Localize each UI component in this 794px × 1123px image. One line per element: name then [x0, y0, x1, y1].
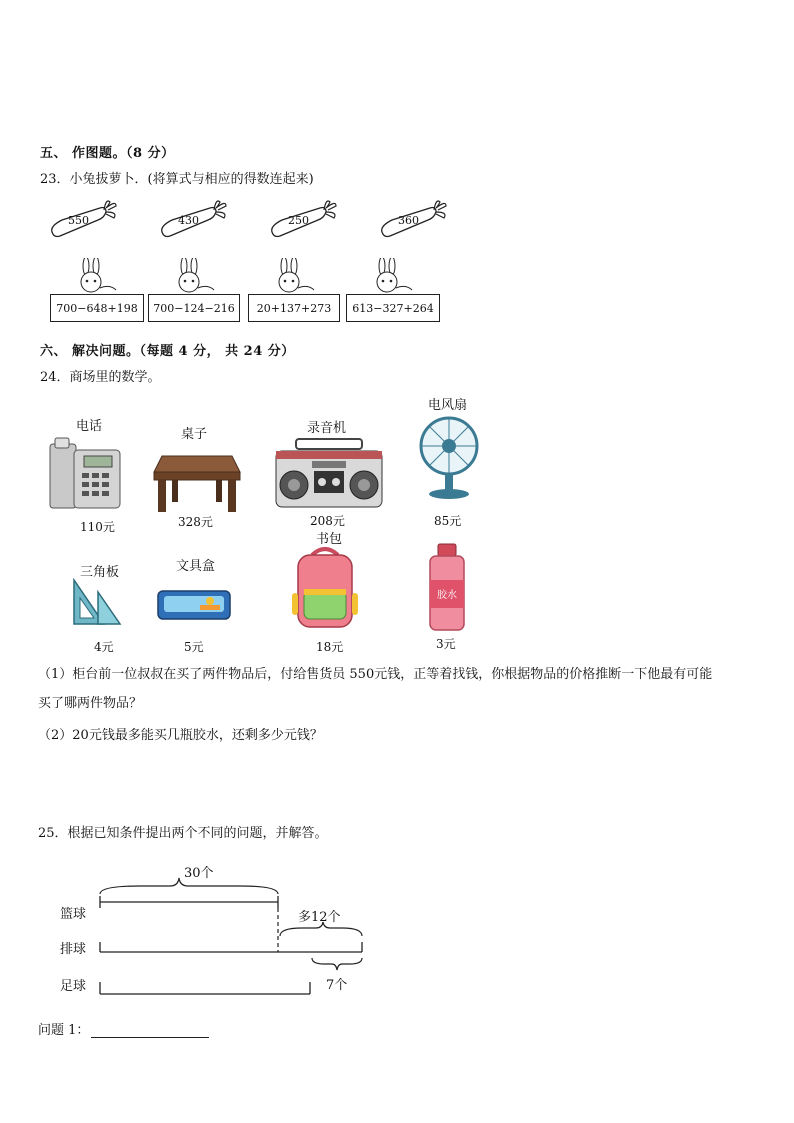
electric-fan-icon	[418, 414, 480, 500]
price-glue: 3元	[436, 637, 456, 651]
section-6-heading: 六、 解决问题。（每题 4 分， 共 24 分）	[40, 344, 295, 359]
question-24-text: 24．商场里的数学。	[40, 370, 161, 385]
carrot-value: 550	[68, 214, 89, 227]
rabbit-icon	[366, 258, 416, 296]
answer-blank[interactable]	[91, 1025, 209, 1038]
telephone-icon	[46, 432, 124, 512]
question-23-text: 23．小兔拔萝卜．(将算式与相应的得数连起来)	[40, 172, 314, 187]
radio-cassette-icon	[274, 437, 384, 509]
carrot-value: 360	[398, 214, 419, 227]
rabbit-icon	[70, 258, 120, 296]
price-pencil-case: 5元	[184, 640, 204, 654]
rabbit-icon	[268, 258, 318, 296]
question-24-sub1-line2: 买了哪两件物品？	[38, 696, 143, 711]
price-set-square: 4元	[94, 640, 114, 654]
expression-box[interactable]: 700−648+198	[50, 294, 144, 322]
carrot-3	[268, 196, 340, 240]
section-5-heading: 五、 作图题。（8 分）	[40, 146, 175, 161]
glue-bottle-label: 胶水	[437, 590, 457, 601]
table-icon	[152, 452, 242, 514]
question-1-label: 问题 1：	[38, 1023, 90, 1038]
backpack-icon	[290, 543, 360, 629]
label-7: 7个	[326, 978, 348, 993]
question-24-sub1-line1: （1）柜台前一位叔叔在买了两件物品后，付给售货员 550元钱，正等着找钱，你根据物品的价格推断一下他最有可能	[38, 667, 713, 682]
expression-box[interactable]: 700−124−216	[148, 294, 240, 322]
price-backpack: 18元	[316, 640, 344, 654]
price-radio: 208元	[310, 514, 345, 528]
item-name-radio: 录音机	[307, 421, 347, 436]
label-30: 30个	[184, 866, 214, 881]
item-name-table: 桌子	[181, 427, 208, 442]
row-label-volleyball: 排球	[60, 942, 87, 957]
item-name-telephone: 电话	[76, 419, 103, 434]
label-more-12: 多12个	[298, 910, 341, 925]
item-name-pencil-case: 文具盒	[176, 559, 216, 574]
question-24-sub2: （2）20元钱最多能买几瓶胶水，还剩多少元钱？	[38, 728, 323, 743]
pencil-case-icon	[156, 587, 232, 623]
carrot-value: 250	[288, 214, 309, 227]
glue-bottle-icon	[424, 542, 470, 632]
expression-box[interactable]: 613−327+264	[346, 294, 440, 322]
carrot-4	[378, 196, 450, 240]
row-label-football: 足球	[60, 979, 87, 994]
price-fan: 85元	[434, 514, 462, 528]
rabbit-icon	[168, 258, 218, 296]
question-1-line	[38, 1019, 209, 1038]
carrot-2	[158, 196, 230, 240]
question-25-text: 25．根据已知条件提出两个不同的问题，并解答。	[38, 826, 328, 841]
carrot-1	[48, 196, 120, 240]
price-telephone: 110元	[80, 520, 115, 534]
set-square-icon	[68, 578, 122, 628]
price-table: 328元	[178, 515, 213, 529]
item-name-backpack: 书包	[316, 532, 343, 547]
item-name-fan: 电风扇	[428, 398, 468, 413]
carrot-value: 430	[178, 214, 199, 227]
expression-box[interactable]: 20+137+273	[248, 294, 340, 322]
row-label-basketball: 篮球	[60, 907, 87, 922]
item-name-set-square: 三角板	[80, 565, 120, 580]
